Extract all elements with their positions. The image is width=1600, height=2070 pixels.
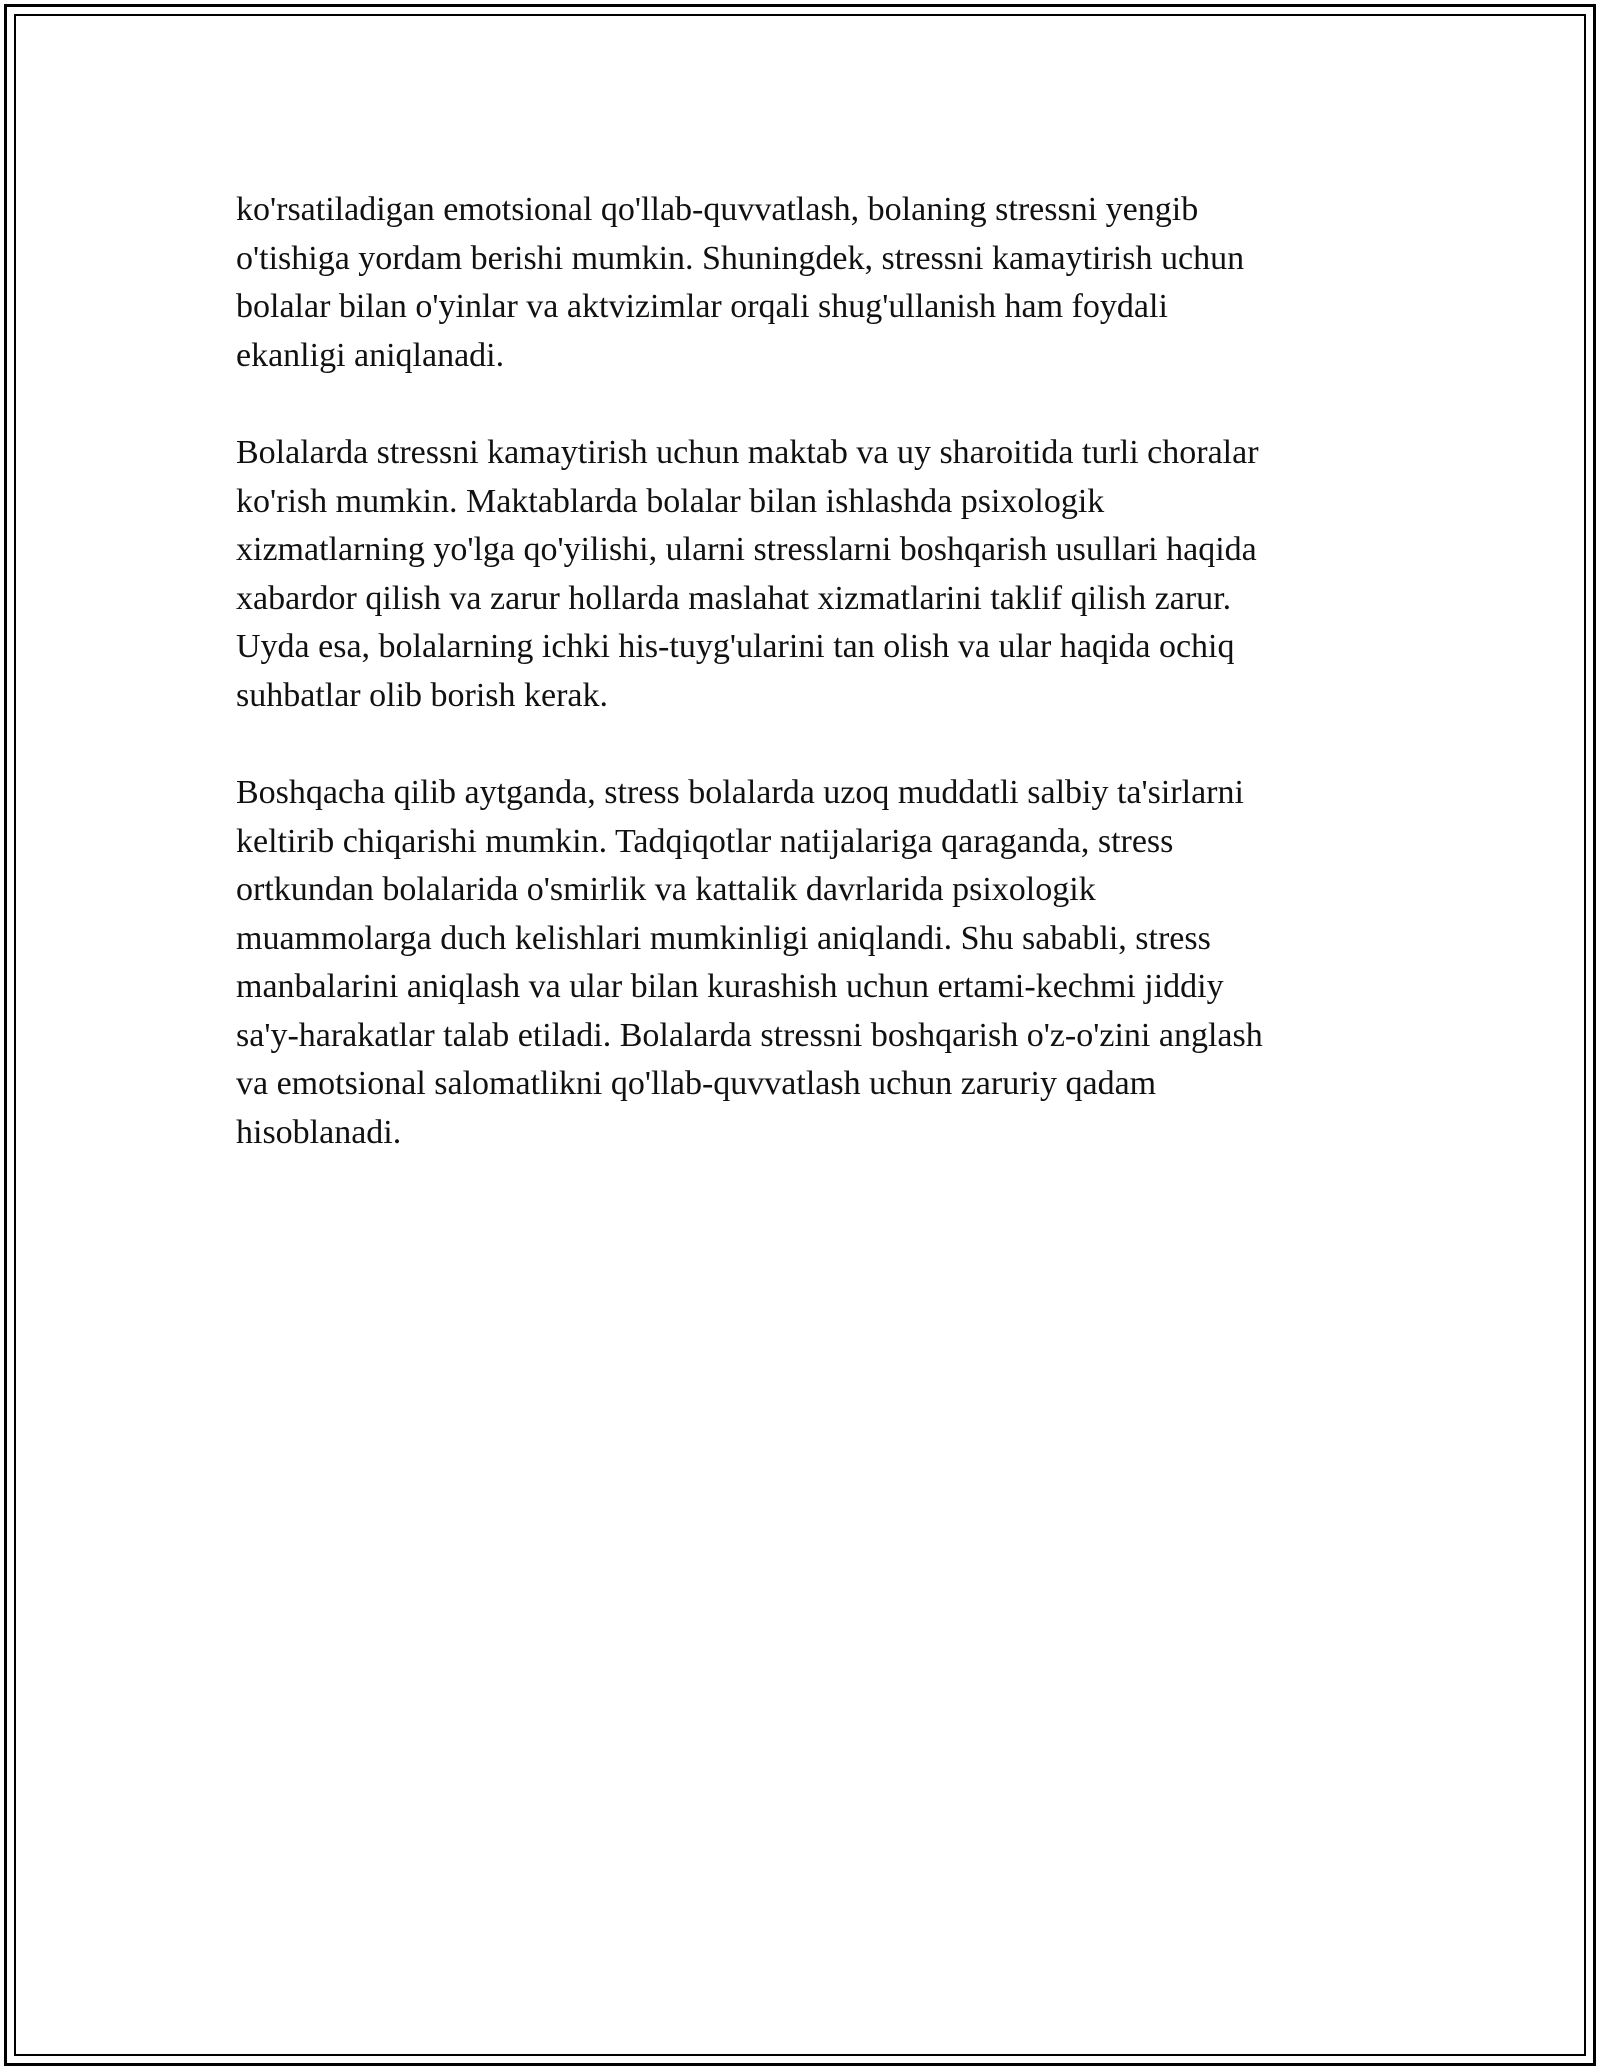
text-line: Boshqacha qilib aytganda, stress bolalarda uzoq muddatli salbiy ta'sirlarni: [236, 774, 1244, 811]
text-line: Bolalarda stressni kamaytirish uchun maktab va uy sharoitida turli choralar: [236, 434, 1259, 471]
text-line: ortkundan bolalarida o'smirlik va kattalik davrlarida psixologik: [236, 871, 1096, 908]
paragraph-2: [236, 429, 1366, 720]
text-line: hisoblanadi.: [236, 1113, 402, 1151]
text-line: va emotsional salomatlikni qo'llab-quvvatlash uchun zaruriy qadam: [236, 1065, 1157, 1102]
text-line: xizmatlarning yo'lga qo'yilishi, ularni stresslarni boshqarish usullari haqida: [236, 531, 1257, 568]
text-line: ko'rish mumkin. Maktablarda bolalar bilan ishlashda psixologik: [236, 482, 1105, 520]
document-body: [236, 186, 1366, 1206]
text-line: ekanligi aniqlanadi.: [236, 336, 505, 374]
text-line: Uyda esa, bolalarning ichki his-tuyg'ularini tan olish va ular haqida ochiq: [236, 628, 1235, 665]
paragraph-3: [236, 769, 1366, 1157]
text-line: muammolarga duch kelishlari mumkinligi aniqlandi. Shu sababli, stress: [236, 919, 1211, 957]
text-line: manbalarini aniqlash va ular bilan kurashish uchun ertami-kechmi jiddiy: [236, 968, 1224, 1005]
text-line: ko'rsatiladigan emotsional qo'llab-quvvatlash, bolaning stressni yengib: [236, 191, 1199, 228]
text-line: keltirib chiqarishi mumkin. Tadqiqotlar natijalariga qaraganda, stress: [236, 822, 1174, 860]
paragraph-1: [236, 186, 1366, 380]
text-line: o'tishiga yordam berishi mumkin. Shuningdek, stressni kamaytirish uchun: [236, 239, 1245, 277]
text-line: xabardor qilish va zarur hollarda maslahat xizmatlarini taklif qilish zarur.: [236, 579, 1232, 617]
text-line: suhbatlar olib borish kerak.: [236, 676, 609, 714]
text-line: sa'y-harakatlar talab etiladi. Bolalarda stressni boshqarish o'z-o'zini anglash: [236, 1016, 1263, 1054]
text-line: bolalar bilan o'yinlar va aktvizimlar orqali shug'ullanish ham foydali: [236, 288, 1168, 325]
